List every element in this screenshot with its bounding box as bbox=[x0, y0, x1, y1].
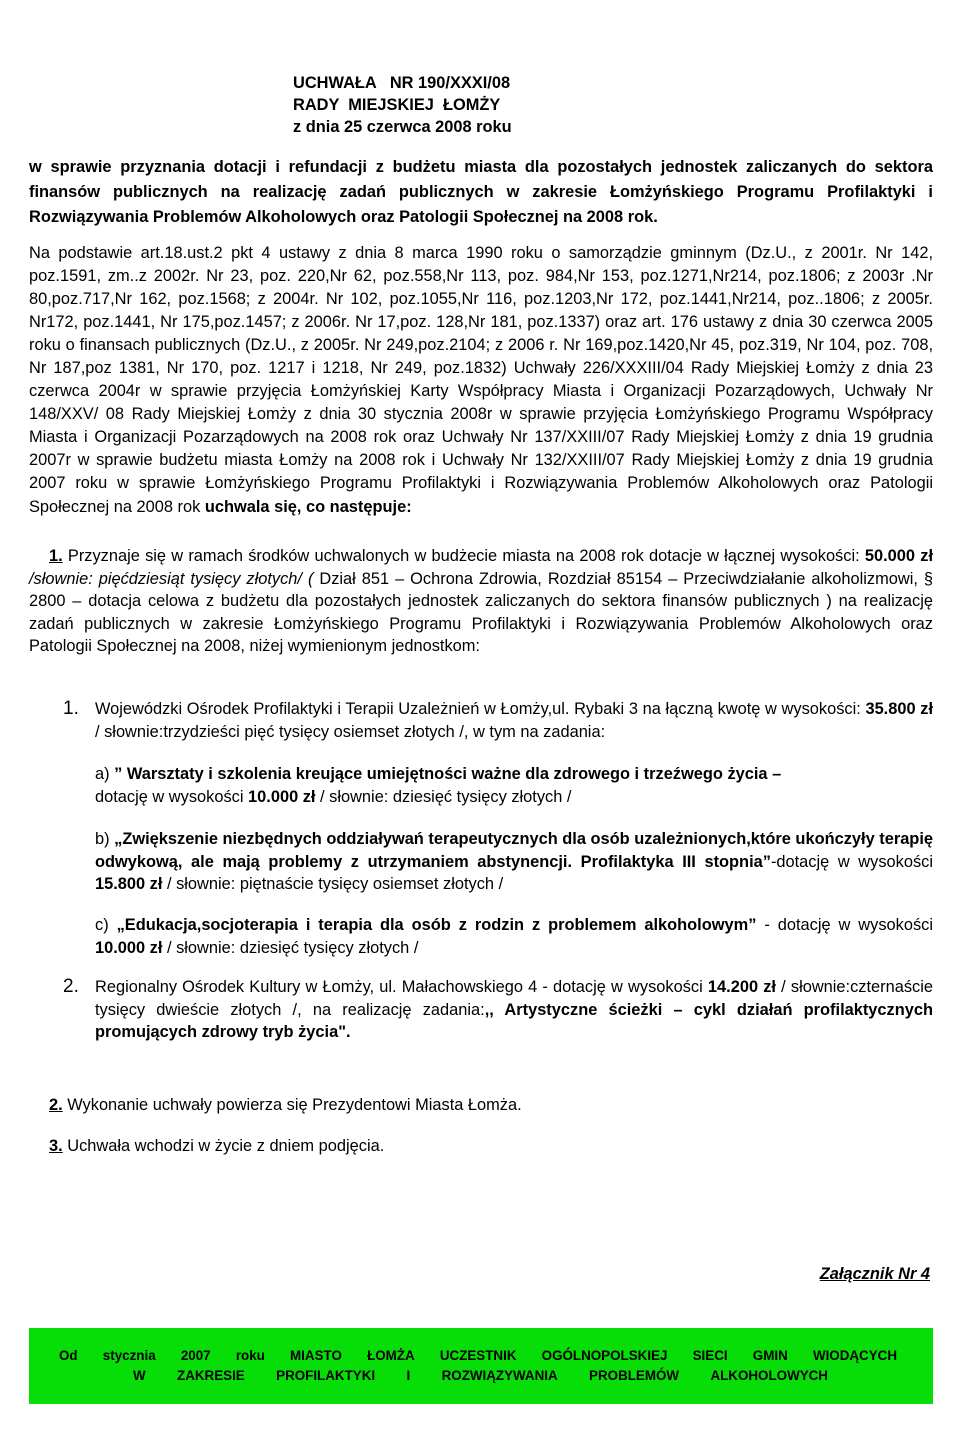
list-item-1 bbox=[63, 698, 933, 743]
section-3-number: 3. bbox=[49, 1137, 63, 1155]
subtask-c-title: „Edukacja,socjoterapia i terapia dla osób z rodzin z problemem alkoholowym” bbox=[116, 916, 757, 934]
section-1-amount-words: /słownie: pięćdziesiąt tysięcy złotych/ ( bbox=[29, 569, 314, 588]
subtask-c-amount: 10.000 zł bbox=[95, 938, 163, 957]
banner-word: W bbox=[133, 1368, 146, 1383]
subtask-a-label: a) bbox=[95, 765, 115, 783]
banner-word: UCZESTNIK bbox=[439, 1348, 517, 1363]
subtask-a-amount: 10.000 zł bbox=[248, 787, 316, 806]
resolution-title bbox=[293, 72, 693, 138]
section-2-number: 2. bbox=[49, 1096, 63, 1114]
resolution-subject: w sprawie przyznania dotacji i refundacji z budżetu miasta dla pozostałych jednostek zaliczanych do sektora finansów publicznych na realizację zadań publicznych w zakresie Łomżyńskiego Programu Profilaktyki i Rozwiązywania Problemów Alkoholowych oraz Patologii Społecznej na 2008 rok. bbox=[29, 158, 933, 226]
subtask-b-title: „Zwiększenie niezbędnych oddziaływań terapeutycznych dla osób uzależnionych,które ukończyły terapię odwykową, ale mają problemy z utrzymaniem abstynencji. Profilaktyka III stopnia” bbox=[95, 830, 933, 871]
section-1 bbox=[29, 545, 933, 658]
subtask-a-title: ” Warsztaty i szkolenia kreujące umiejętności ważne dla zdrowego i trzeźwego życia – bbox=[114, 765, 782, 783]
list-item-2-text-2: / słownie:czternaście tysięcy dwieście złotych /, na realizację zadania: bbox=[95, 978, 933, 1019]
list-item-2-task-title: ,, Artystyczne ścieżki – cykl działań profilaktycznych promujących zdrowy tryb życia". bbox=[95, 1000, 933, 1041]
banner-word: OGÓLNOPOLSKIEJ bbox=[541, 1348, 668, 1363]
banner-word: ROZWIĄZYWANIA bbox=[441, 1368, 558, 1383]
subtask-c-text-2: / słownie: dziesięć tysięcy złotych / bbox=[162, 938, 419, 957]
list-item-2-body bbox=[95, 976, 933, 1044]
list-item-1-text-1: Wojewódzki Ośrodek Profilaktyki i Terapii Uzależnień w Łomży,ul. Rybaki 3 na łączną kwotę w wysokości: bbox=[95, 700, 866, 718]
subtask-b-text-2: / słownie: piętnaście tysięcy osiemset złotych / bbox=[162, 875, 504, 893]
list-item-1-number: 1. bbox=[63, 698, 79, 719]
list-item-2-text-1: Regionalny Ośrodek Kultury w Łomży, ul. Małachowskiego 4 - dotację w wysokości bbox=[95, 978, 708, 996]
section-3-text: Uchwała wchodzi w życie z dniem podjęcia. bbox=[62, 1137, 385, 1155]
banner-line-2 bbox=[29, 1366, 933, 1385]
annex-label: Załącznik Nr 4 bbox=[819, 1265, 930, 1283]
legal-basis-text: Na podstawie art.18.ust.2 pkt 4 ustawy z dnia 8 marca 1990 roku o samorządzie gminnym (Dz.U., z 2001r. Nr 142, poz.1591, zm..z 2002r. Nr 23, poz. 220,Nr 62, poz.558,Nr 113, poz. 984,Nr 153, poz.1271,Nr214, poz.1806; z 2003r .Nr 80,poz.717,Nr 162, poz.1568; z 2004r. Nr 102, poz.1055,Nr 116, poz.1203,Nr 172, poz.1441,Nr214, poz..1806; z 2005r. Nr172, poz.1441, Nr 175,poz.1457; z 2006r. Nr 17,poz. 128,Nr 181, poz.1337) oraz art. 176 ustawy z dnia 30 czerwca 2005 roku o finansach publicznych (Dz.U., z 2005r. Nr 249,poz.2104; z 2006 r. Nr 169,poz.1420,Nr 45, poz.319, Nr 104, poz. 708, Nr 187,poz 1381, Nr 170, poz. 1217 i 1218, Nr 249, poz.1832) Uchwały 226/XXXIII/04 Rady Miejskiej Łomży z dnia 23 czerwca 2004r w sprawie przyjęcia Łomżyńskiej Karty Współpracy Miasta i Organizacji Pozarządowych, Uchwały Nr 148/XXV/ 08 Rady Miejskiej Łomży z dnia 30 stycznia 2008r w sprawie przyjęcia Łomżyńskiego Programu Współpracy Miasta i Organizacji Pozarządowych na 2008 rok oraz Uchwały Nr 137/XXIII/07 Rady Miejskiej Łomży z dnia 19 grudnia 2007r w sprawie budżetu miasta Łomży na 2008 rok i Uchwały Nr 132/XXIII/07 Rady Miejskiej Łomży z dnia 19 grudnia 2007 roku w sprawie Łomżyńskiego Programu Profilaktyki i Rozwiązywania Problemów Alkoholowych oraz Patologii Społecznej na 2008 rok bbox=[29, 244, 933, 516]
subtask-c-label: c) bbox=[95, 916, 117, 934]
section-3 bbox=[29, 1135, 933, 1157]
banner-word: ŁOMŻA bbox=[367, 1348, 415, 1363]
council-name: RADY MIEJSKIEJ ŁOMŻY bbox=[293, 96, 501, 114]
banner-word: GMIN bbox=[752, 1348, 788, 1363]
resolution-number: UCHWAŁA NR 190/XXXI/08 bbox=[293, 74, 511, 92]
banner-word: WIODĄCYCH bbox=[812, 1348, 897, 1363]
subtask-a-text-1: dotację w wysokości bbox=[95, 787, 249, 806]
section-1-amount: 50.000 zł bbox=[864, 547, 933, 565]
subtask-a bbox=[95, 763, 933, 808]
banner-word: Od bbox=[59, 1348, 78, 1363]
list-item-1-amount: 35.800 zł bbox=[865, 700, 933, 718]
legal-basis bbox=[29, 242, 933, 519]
banner-line-1 bbox=[29, 1346, 933, 1365]
banner-word: ZAKRESIE bbox=[177, 1368, 245, 1383]
banner-word: I bbox=[406, 1368, 411, 1383]
list-item-2-number: 2. bbox=[63, 976, 79, 997]
section-2-text: Wykonanie uchwały powierza się Prezydentowi Miasta Łomża. bbox=[62, 1096, 522, 1114]
section-1-number: 1. bbox=[49, 547, 63, 565]
subtask-b-text-1: -dotację w wysokości bbox=[770, 852, 933, 871]
subtask-a-text-2: / słownie: dziesięć tysięcy złotych / bbox=[315, 787, 572, 806]
network-banner bbox=[29, 1328, 933, 1404]
subtask-c-text-1: - dotację w wysokości bbox=[756, 916, 933, 934]
resolution-date: z dnia 25 czerwca 2008 roku bbox=[293, 118, 512, 136]
list-item-1-body bbox=[95, 698, 933, 743]
banner-word: MIASTO bbox=[290, 1348, 342, 1363]
section-1-text-1: Przyznaje się w ramach środków uchwalonych w budżecie miasta na 2008 rok dotacje w łącznej wysokości: bbox=[62, 547, 865, 565]
legal-basis-closing: uchwala się, co następuje: bbox=[204, 497, 412, 516]
subtask-b bbox=[95, 828, 933, 896]
banner-word: PROBLEMÓW bbox=[589, 1368, 680, 1383]
section-1-text-2: Dział 851 – Ochrona Zdrowia, Rozdział 85154 – Przeciwdziałanie alkoholizmowi, § 2800 – dotacja celowa z budżetu dla pozostałych jednostek zaliczanych do sektora finansów publicznych ) na realizację zadań publicznych w zakresie Łomżyńskiego Programu Profilaktyki i Rozwiązywania Problemów Alkoholowych oraz Patologii Społecznej na 2008, niżej wymienionym jednostkom: bbox=[29, 569, 933, 655]
subtask-b-amount: 15.800 zł bbox=[95, 875, 163, 893]
list-item-1-text-2: / słownie:trzydzieści pięć tysięcy osiemset złotych /, w tym na zadania: bbox=[95, 722, 606, 741]
list-item-2 bbox=[63, 976, 933, 1044]
section-2 bbox=[29, 1094, 933, 1116]
list-item-2-amount: 14.200 zł bbox=[707, 978, 776, 996]
subtask-b-label: b) bbox=[95, 830, 115, 848]
banner-word: PROFILAKTYKI bbox=[276, 1368, 376, 1383]
banner-word: SIECI bbox=[692, 1348, 728, 1363]
banner-word: 2007 bbox=[180, 1348, 211, 1363]
banner-word: ALKOHOLOWYCH bbox=[710, 1368, 828, 1383]
banner-word: roku bbox=[235, 1348, 265, 1363]
banner-word: stycznia bbox=[102, 1348, 156, 1363]
subtask-c bbox=[95, 914, 933, 959]
